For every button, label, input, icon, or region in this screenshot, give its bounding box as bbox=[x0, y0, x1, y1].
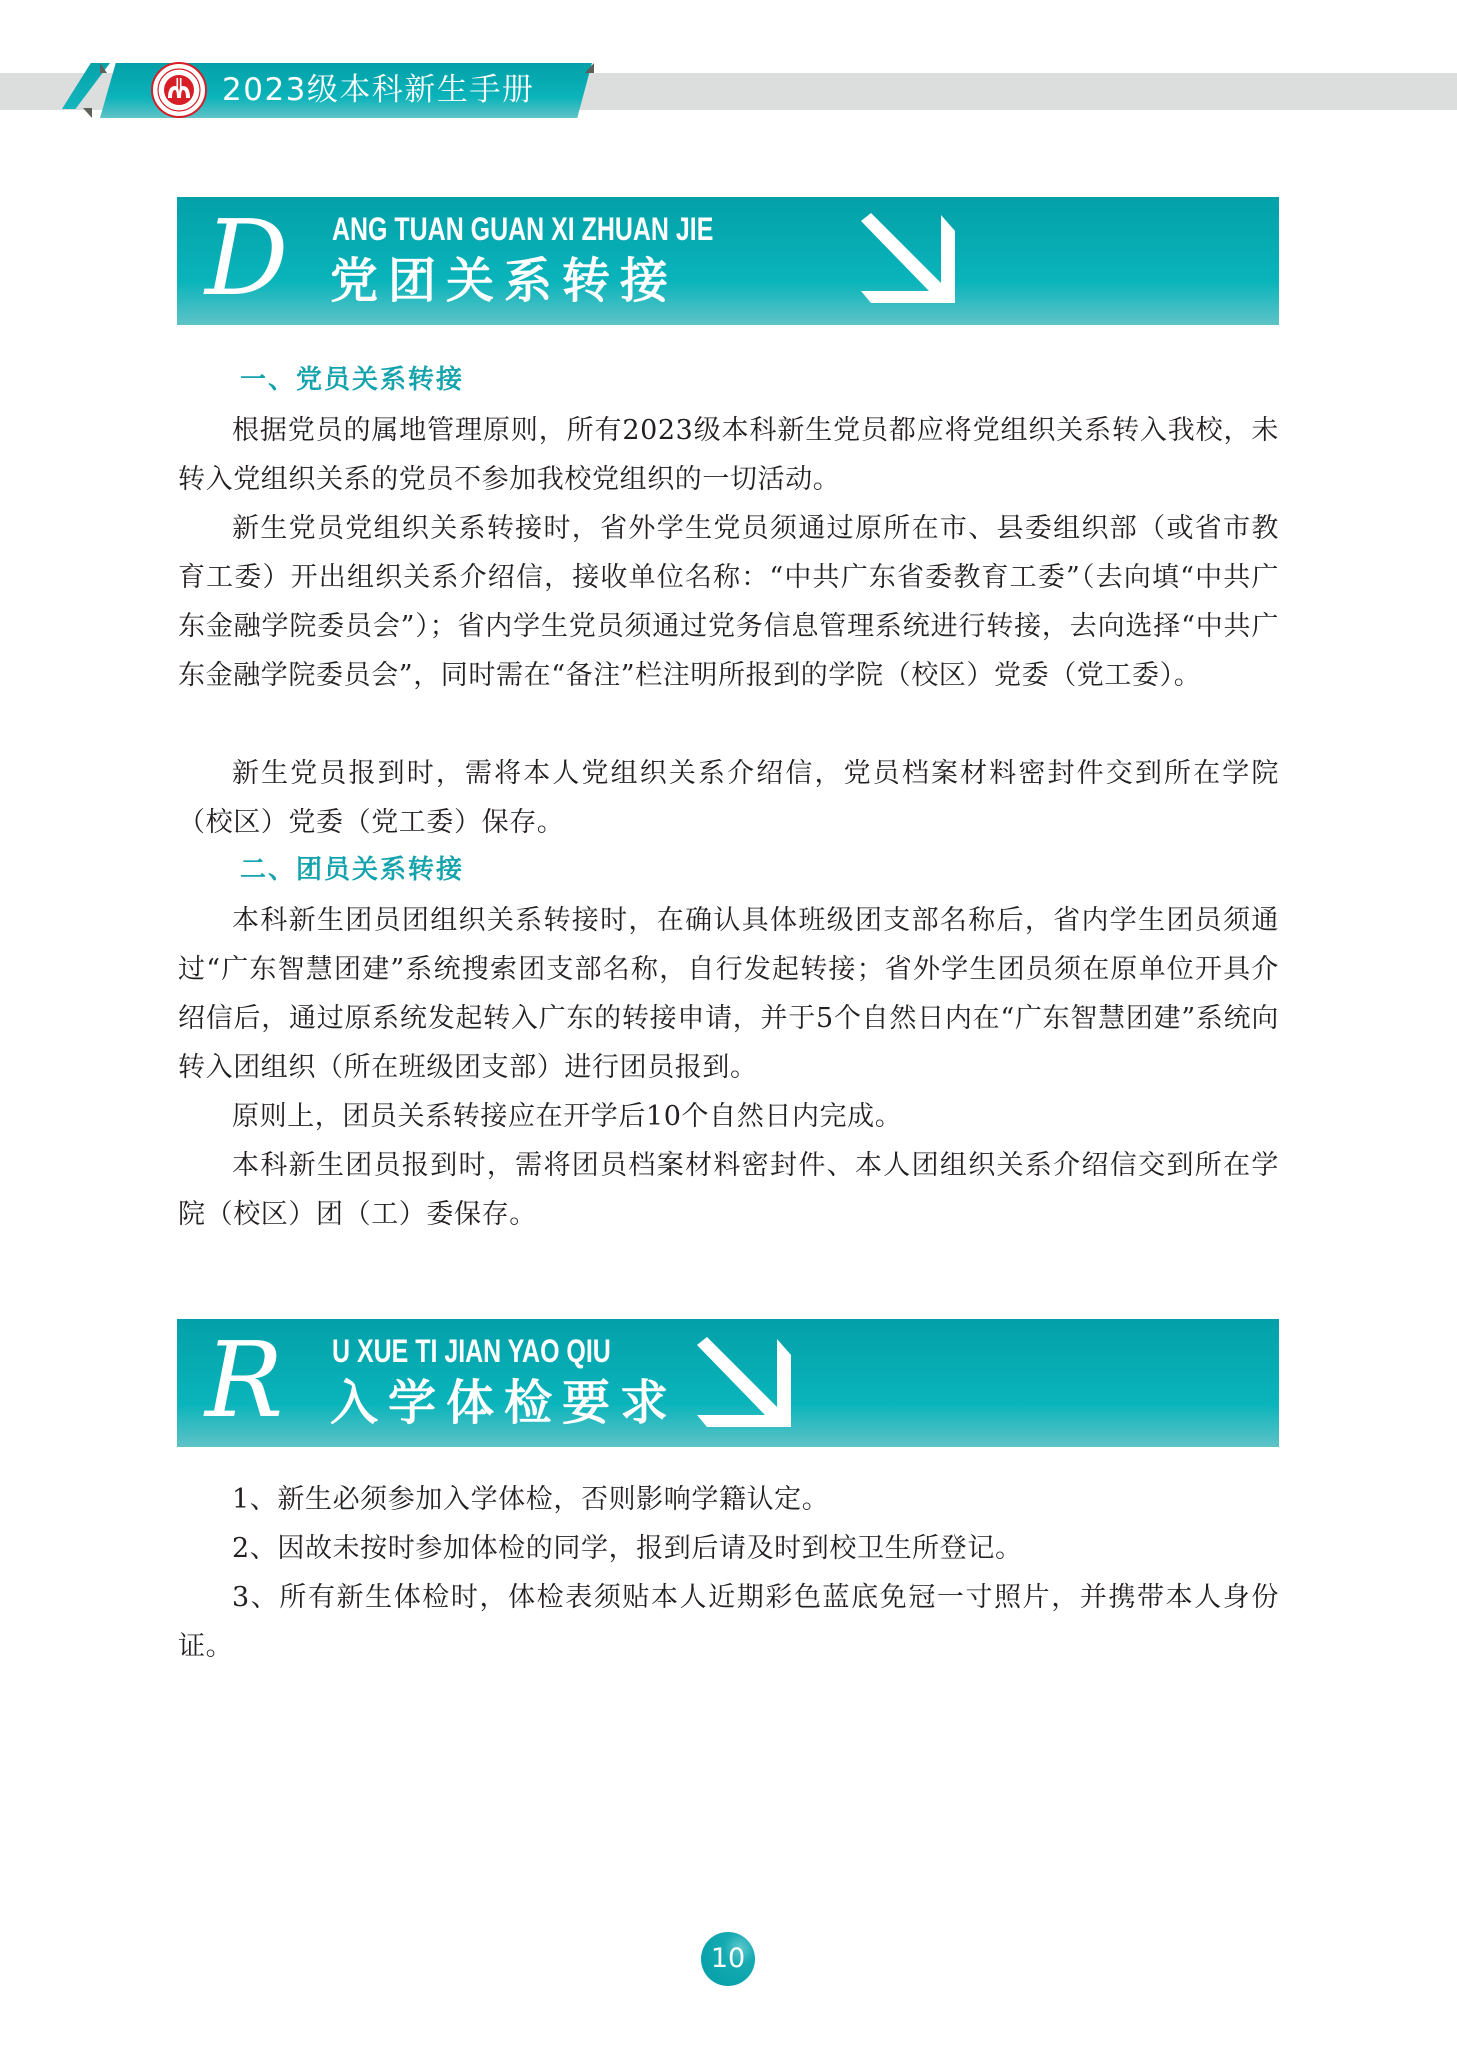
section-pinyin: ANG TUAN GUAN XI ZHUAN JIE bbox=[332, 211, 714, 247]
list-item: 3、所有新生体检时，体检表须贴本人近期彩色蓝底免冠一寸照片，并携带本人身份证。 bbox=[178, 1582, 1279, 1662]
banner-fold-shadow bbox=[100, 63, 107, 73]
paragraph: 新生党员党组织关系转接时，省外学生党员须通过原所在市、县委组织部（或省市教育工委）开出组织关系介绍信，接收单位名称：“中共广东省委教育工委”（去向填“中共广东金融学院委员会”）；省内学生党员须通过党务信息管理系统进行转接，去向选择“中共广东金融学院委员会”，同时需在“备注”栏注明所报到的学院（校区）党委（党工委）。 bbox=[178, 513, 1279, 691]
list-item: 1、新生必须参加入学体检，否则影响学籍认定。 bbox=[232, 1484, 830, 1515]
banner-fold-shadow bbox=[585, 63, 594, 73]
paragraph: 本科新生团员报到时，需将团员档案材料密封件、本人团组织关系介绍信交到所在学院（校区）团（工）委保存。 bbox=[178, 1150, 1279, 1230]
section-title: 入学体检要求 bbox=[330, 1375, 679, 1431]
section-header-medical-exam bbox=[177, 1319, 1279, 1447]
university-seal-icon bbox=[151, 62, 207, 118]
handbook-title: 2023级本科新生手册 bbox=[222, 72, 535, 108]
section-initial-letter: R bbox=[205, 1319, 284, 1441]
subheading-party-member: 一、党员关系转接 bbox=[240, 365, 465, 395]
section-title: 党团关系转接 bbox=[330, 253, 679, 309]
section-header-party-league bbox=[177, 197, 1279, 325]
arrow-down-right-icon bbox=[697, 1337, 793, 1427]
section-initial-letter: D bbox=[205, 197, 289, 319]
section-pinyin: U XUE TI JIAN YAO QIU bbox=[332, 1333, 611, 1369]
paragraph: 新生党员报到时，需将本人党组织关系介绍信，党员档案材料密封件交到所在学院（校区）党委（党工委）保存。 bbox=[178, 758, 1279, 838]
subheading-league-member: 二、团员关系转接 bbox=[240, 855, 465, 885]
banner-fold-shadow bbox=[83, 108, 92, 118]
paragraph: 原则上，团员关系转接应在开学后10个自然日内完成。 bbox=[232, 1101, 903, 1132]
page-number: 10 bbox=[701, 1932, 755, 1986]
list-item: 2、因故未按时参加体检的同学，报到后请及时到校卫生所登记。 bbox=[232, 1533, 1023, 1564]
paragraph: 根据党员的属地管理原则，所有2023级本科新生党员都应将党组织关系转入我校，未转入党组织关系的党员不参加我校党组织的一切活动。 bbox=[178, 415, 1279, 495]
arrow-down-right-icon bbox=[861, 213, 957, 303]
paragraph: 本科新生团员团组织关系转接时，在确认具体班级团支部名称后，省内学生团员须通过“广东智慧团建”系统搜索团支部名称，自行发起转接；省外学生团员须在原单位开具介绍信后，通过原系统发起转入广东的转接申请，并于5个自然日内在“广东智慧团建”系统向转入团组织（所在班级团支部）进行团员报到。 bbox=[178, 905, 1279, 1083]
